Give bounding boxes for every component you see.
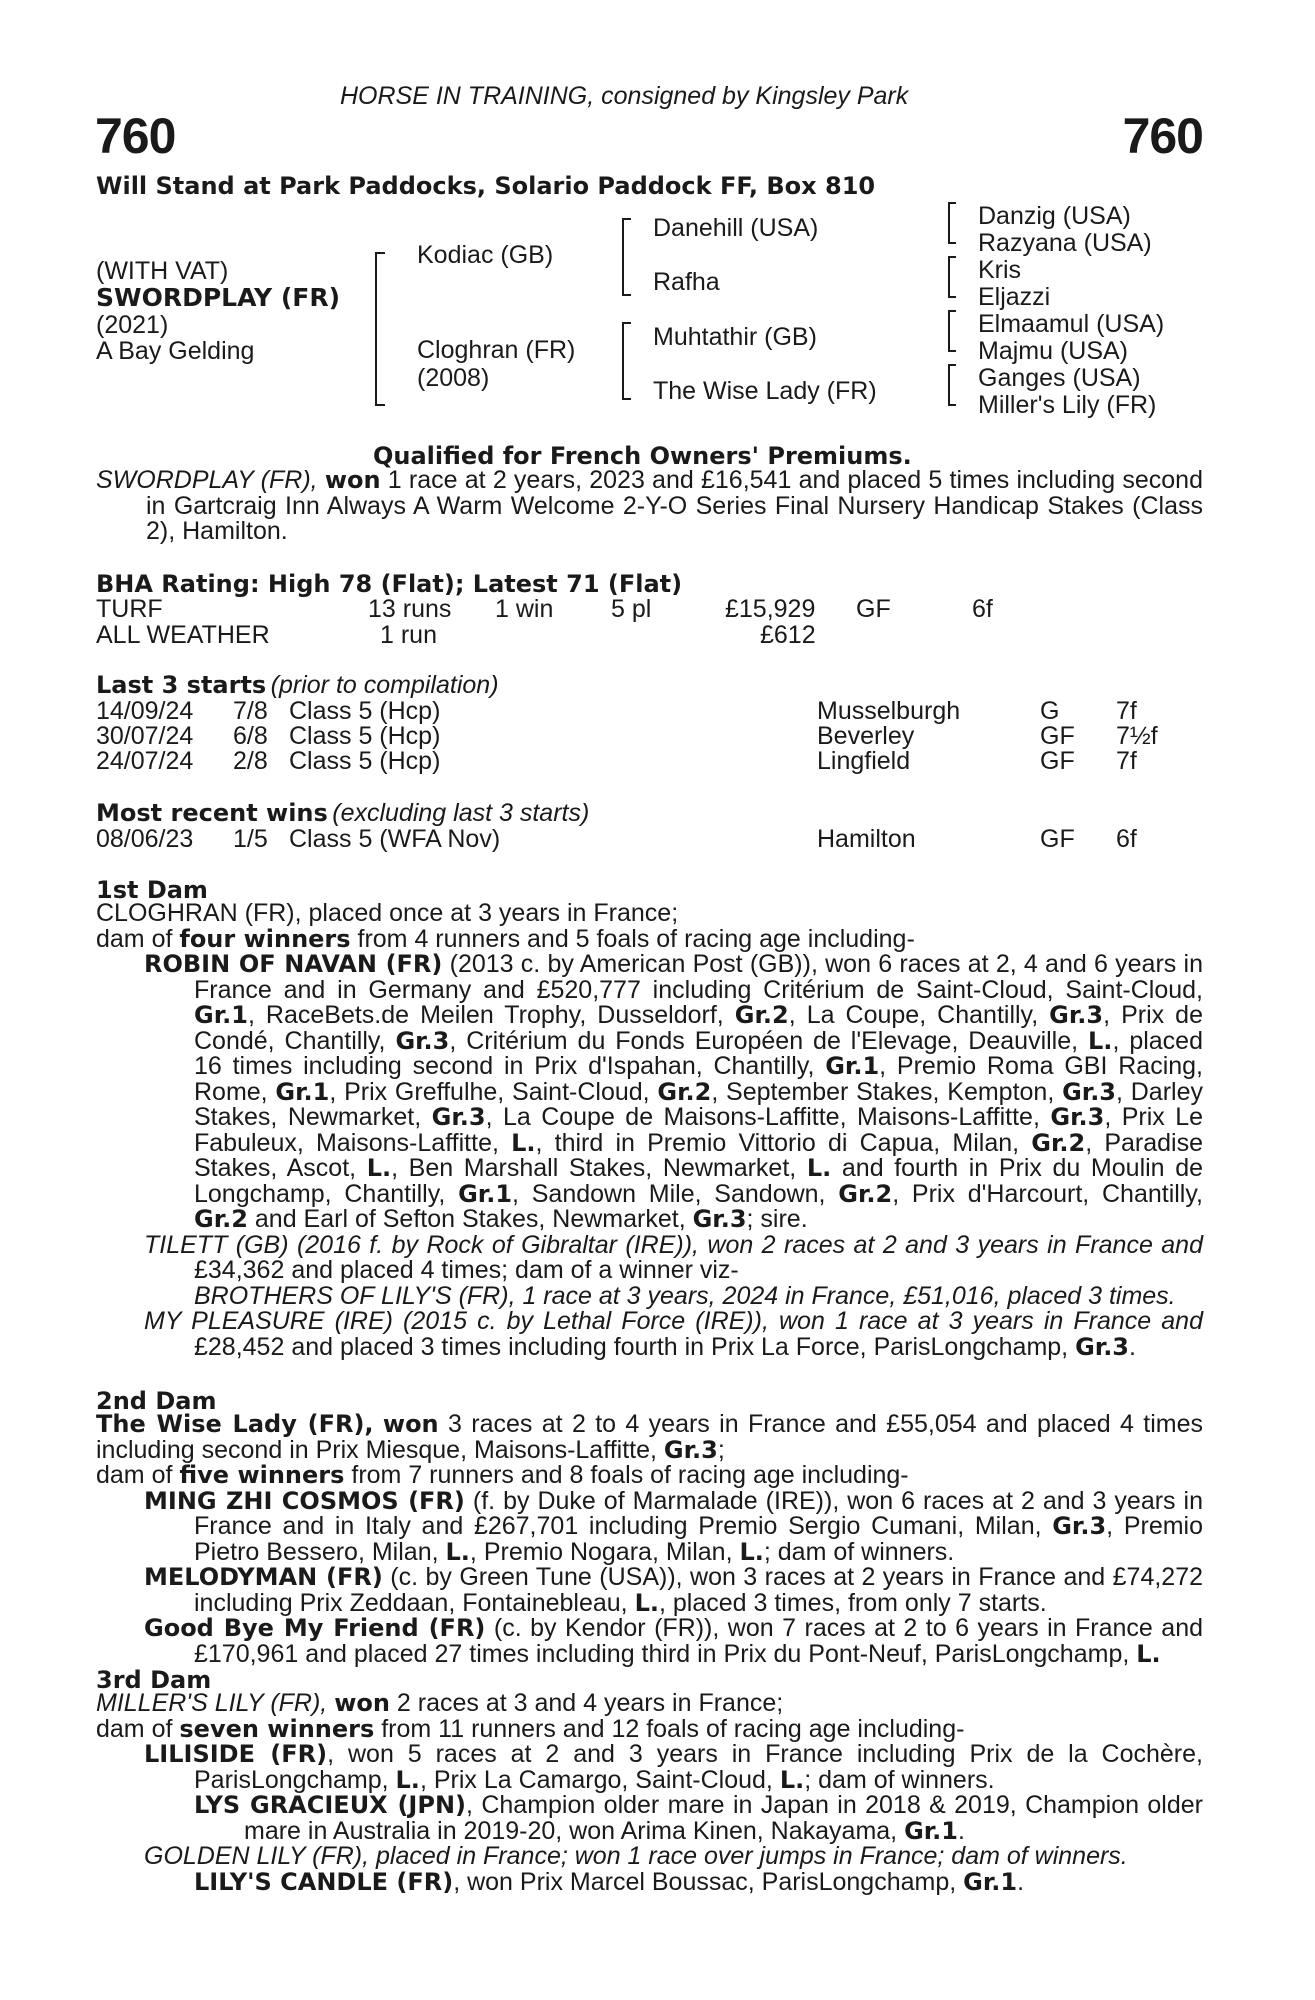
text: . [1017, 1867, 1025, 1896]
grade-badge: Gr.2 [194, 1205, 248, 1233]
start-course: Beverley [817, 722, 915, 750]
listed-badge: L. [806, 1154, 832, 1182]
text: , Paradise Stakes, Ascot, [194, 1128, 1204, 1182]
ancestor-6: Majmu (USA) [978, 337, 1129, 365]
grade-badge: Gr.3 [431, 1103, 486, 1131]
recent-wins-title: Most recent wins [96, 799, 328, 827]
dam-name: Cloghran (FR) [417, 336, 576, 364]
grade-badge: Gr.2 [838, 1179, 893, 1208]
first-dam-produce-line [96, 924, 1203, 953]
win-course: Hamilton [817, 825, 916, 853]
pedigree-brace [375, 252, 385, 406]
text: 3 races at 2 to 4 years in France and £55,054 and placed 4 times [438, 1410, 1203, 1438]
produce-entry-good-bye-my-friend [96, 1616, 1203, 1667]
text: BROTHERS OF LILY'S (FR), 1 race at 3 years, 2024 in France, £51,016, placed 3 times. [194, 1281, 1176, 1310]
text: , Darley Stakes, Newmarket, [194, 1077, 1203, 1131]
text: ; dam of winners. [763, 1537, 955, 1566]
summary-horse-name: SWORDPLAY (FR), [96, 466, 318, 494]
grade-badge: Gr.3 [395, 1026, 450, 1055]
start-course: Musselburgh [817, 697, 961, 725]
start-date: 14/09/24 [96, 697, 194, 725]
produce-entry-lilys-candle [96, 1867, 1203, 1896]
dam-sire: Muhtathir (GB) [653, 323, 817, 351]
produce-name: MELODYMAN (FR) [144, 1563, 383, 1591]
produce-name: LYS GRACIEUX (JPN) [194, 1791, 467, 1819]
text: , Sandown Mile, Sandown, [512, 1179, 839, 1208]
turf-placed: 5 pl [611, 595, 652, 623]
text: . [958, 1816, 965, 1845]
text: , La Coupe de Maisons-Laffitte, Maisons-Laffitte, [485, 1103, 1040, 1131]
text: from 7 runners and 8 foals of racing age including- [344, 1461, 909, 1489]
ancestor-5: Elmaamul (USA) [978, 310, 1165, 338]
start-distance: 7f [1116, 697, 1137, 725]
produce-entry-robin-of-navan: ROBIN OF NAVAN (FR) (2013 c. by American Post (GB)), won 6 races at 2, 4 and 6 years in France and in Germany and £520,777 including Critérium de Saint-Cloud, Saint-Cloud, Gr.1, RaceBets.de Meilen Trophy, Dusseldorf, Gr.2, La Coupe, Chantilly, Gr.3, Prix de Condé, Chantilly, Gr.3, Critérium du Fonds Européen de l'Elevage, Deauville, L., placed 16 times including second in Prix d'Ispahan, Chantilly, Gr.1, Premio Roma GBI Racing, Rome, Gr.1, Prix Greffulhe, Saint-Cloud, Gr.2, September Stakes, Kempton, Gr.3, Darley Stakes, Newmarket, Gr.3, La Coupe de Maisons-Laffitte, Maisons-Laffitte, Gr.3, Prix Le Fabuleux, Maisons-Laffitte, L., third in Premio Vittorio di Capua, Milan, Gr.2, Paradise Stakes, Ascot, L., Ben Marshall Stakes, Newmarket, L. and fourth in Prix du Moulin de Longchamp, Chantilly, Gr.1, Sandown Mile, Sandown, Gr.2, Prix d'Harcourt, Chantilly, Gr.2 and Earl of Sefton Stakes, Newmarket, Gr.3; sire. [144, 950, 1204, 1233]
text: , Ben Marshall Stakes, Newmarket, [391, 1154, 807, 1182]
grade-badge: Gr.1 [904, 1816, 958, 1845]
pedigree-brace [948, 202, 956, 244]
vat-note: (WITH VAT) [96, 257, 229, 285]
start-position: 6/8 [233, 722, 268, 750]
text: ; [717, 1435, 725, 1464]
last-starts-title: Last 3 starts [96, 671, 267, 699]
won-label: won [382, 1410, 439, 1438]
won-label: won [334, 1689, 390, 1717]
produce-name: ROBIN OF NAVAN (FR) [144, 950, 443, 978]
produce-entry-my-pleasure: MY PLEASURE (IRE) (2015 c. by Lethal Force (IRE)), won 1 race at 3 years in France and £28,452 and placed 3 times including fourth in Prix La Force, ParisLongchamp, Gr.3. [144, 1307, 1203, 1361]
text: , third in Premio Vittorio di Capua, Milan, [535, 1128, 1020, 1157]
text: d'Harcourt, Chantilly, [967, 1179, 1203, 1208]
produce-name: Good Bye My Friend (FR) [144, 1614, 486, 1642]
grade-badge: Gr.3 [692, 1205, 747, 1233]
text: £28,452 and placed 3 times including fourth in Prix La Force, ParisLongchamp, [194, 1332, 1076, 1361]
text: (c. by Kendor (FR)), won 7 races at 2 to 6 years in France and [485, 1614, 1204, 1642]
text: , Prix [892, 1179, 955, 1208]
winners-count: five winners [179, 1461, 345, 1489]
second-dam-produce-line [96, 1463, 1203, 1489]
text: £74,272 including Prix Zeddaan, Fontainebleau, [194, 1563, 1204, 1617]
lot-number-left: 760 [95, 108, 176, 164]
text: , won Prix Marcel Boussac, ParisLongchamp, [453, 1867, 964, 1896]
pedigree-brace [622, 218, 631, 296]
listed-badge: L. [1136, 1639, 1161, 1668]
text: Prix de Condé, Chantilly, [194, 1001, 1203, 1055]
text: from 4 runners and 5 foals of racing age including- [350, 924, 915, 953]
text: , Prix Greffulhe, Saint-Cloud, [329, 1077, 658, 1106]
pedigree-brace [948, 364, 956, 406]
text: years in France and in Germany and £520,777 including Critérium de Saint-Cloud, Saint- [194, 950, 1203, 1004]
text: in France and in Italy and £267,701 including Premio Sergio Cumani, Milan, [194, 1486, 1203, 1540]
produce-entry-melodyman [96, 1565, 1203, 1616]
text: , September Stakes, Kempton, [711, 1077, 1055, 1106]
ancestor-1: Danzig (USA) [978, 202, 1131, 230]
produce-entry-golden-lily [96, 1844, 1203, 1870]
third-dam-record [96, 1691, 1203, 1717]
text: £170,961 and placed 27 times including third in Prix du Pont-Neuf, ParisLongchamp, [194, 1639, 1137, 1668]
text: Prix du Moulin de Longchamp, Chantilly, [194, 1154, 1204, 1208]
grade-badge: Gr.1 [825, 1052, 880, 1080]
dam-dam: The Wise Lady (FR) [653, 377, 877, 405]
text: ; dam of winners. [804, 1765, 995, 1794]
horse-summary [96, 468, 1203, 545]
start-race: Class 5 (Hcp) [289, 722, 441, 750]
text: , Champion older mare in Japan in 2018 & 2019, Champion [466, 1791, 1140, 1819]
recent-wins-heading [96, 799, 589, 828]
grade-badge: Gr.2 [1031, 1128, 1086, 1157]
ancestor-8: Miller's Lily (FR) [978, 391, 1157, 419]
listed-badge: L. [779, 1765, 805, 1794]
produce-name: LILISIDE (FR) [144, 1740, 328, 1768]
win-going: GF [1040, 825, 1075, 853]
recent-wins-note: (excluding last 3 starts) [332, 799, 590, 827]
text: GOLDEN LILY (FR), placed in France; won 1 race over jumps in France; dam of winners. [144, 1842, 1128, 1870]
start-race: Class 5 (Hcp) [289, 747, 441, 775]
summary-text: Stakes (Class 2), Hamilton. [146, 491, 1203, 545]
summary-won: won [324, 466, 381, 494]
text: older mare in Australia in 2019-20, won Arima Kinen, Nakayama, [244, 1791, 1203, 1845]
horse-description: A Bay Gelding [96, 337, 255, 365]
sire-dam: Rafha [653, 268, 720, 296]
turf-prize: £15,929 [725, 595, 816, 623]
text: , La Coupe, Chantilly, [788, 1001, 1050, 1029]
win-position: 1/5 [233, 825, 268, 853]
turf-label: TURF [96, 595, 163, 623]
aw-label: ALL WEATHER [96, 621, 270, 649]
text: and Earl of Sefton Stakes, Newmarket, [247, 1205, 693, 1233]
grade-badge: Gr.3 [1062, 1077, 1117, 1106]
produce-name: MING ZHI COSMOS (FR) [144, 1486, 465, 1515]
grade-badge: Gr.3 [1049, 1001, 1104, 1029]
start-going: GF [1040, 722, 1075, 750]
turf-distance: 6f [972, 595, 993, 623]
ancestor-2: Razyana (USA) [978, 229, 1152, 257]
stabling-location: Will Stand at Park Paddocks, Solario Paddock FF, Box 810 [96, 172, 876, 200]
horse-year: (2021) [96, 311, 169, 339]
grade-badge: Gr.2 [734, 1001, 789, 1029]
text: , Critérium du Fonds Européen de l'Elevage, Deauville, [449, 1026, 1089, 1055]
text: ParisLongchamp, [194, 1765, 396, 1794]
sire-sire: Danehill (USA) [653, 214, 819, 242]
third-dam-produce-line [96, 1714, 1203, 1743]
ancestor-4: Eljazzi [978, 283, 1051, 311]
text: including second in Prix Miesque, Maisons-Laffitte, [96, 1435, 664, 1464]
grade-badge: Gr.1 [275, 1077, 330, 1106]
listed-badge: L. [445, 1537, 470, 1566]
horse-name: SWORDPLAY (FR) [96, 283, 341, 312]
win-date: 08/06/23 [96, 825, 194, 853]
text: , Premio Nogara, Milan, [469, 1537, 740, 1566]
listed-badge: L. [366, 1154, 392, 1182]
start-date: 30/07/24 [96, 722, 194, 750]
grade-badge: Gr.3 [1052, 1512, 1107, 1540]
text: MY PLEASURE (IRE) (2015 c. by Lethal Force (IRE)), won 1 race at 3 years in France and [144, 1307, 1203, 1335]
win-race: Class 5 (WFA Nov) [289, 825, 501, 853]
text: , Prix Le Fabuleux, Maisons-Laffitte, [194, 1103, 1203, 1157]
text: and fourth in [831, 1154, 989, 1182]
winners-count: seven winners [179, 1714, 375, 1743]
produce-entry-liliside [96, 1742, 1203, 1793]
turf-runs: 13 runs [368, 595, 452, 623]
text: placed 16 times including second in Prix d'Ispahan, Chantilly, [194, 1026, 1203, 1080]
first-dam-line: CLOGHRAN (FR), placed once at 3 years in France; [96, 899, 679, 927]
third-dam-heading: 3rd Dam [96, 1666, 212, 1694]
summary-text: 1 race at 2 years, 2023 and £16,541 and placed 5 times including [380, 466, 1116, 494]
ancestor-3: Kris [978, 256, 1022, 284]
produce-entry-ming-zhi-cosmos: MING ZHI COSMOS (FR) (f. by Duke of Marmalade (IRE)), won 6 races at 2 and 3 years in France and in Italy and £267,701 including Premio Sergio Cumani, Milan, Gr.3, Premio Pietro Bessero, Milan, L., Premio Nogara, Milan, L.; dam of winners. [144, 1486, 1203, 1566]
text: 2 races at 3 and 4 years in France; [389, 1689, 784, 1717]
listed-badge: L. [1088, 1026, 1113, 1055]
dam-name: MILLER'S LILY (FR), [96, 1689, 328, 1717]
text: , placed 3 times, from only 7 starts. [659, 1588, 1047, 1617]
dam-year: (2008) [417, 364, 490, 392]
grade-badge: Gr.3 [663, 1435, 718, 1464]
pedigree-brace [622, 322, 631, 400]
start-position: 7/8 [233, 697, 268, 725]
bha-rating-heading: BHA Rating: High 78 (Flat); Latest 71 (Flat) [96, 570, 683, 598]
aw-runs: 1 run [380, 621, 437, 649]
sire-name: Kodiac (GB) [417, 241, 554, 269]
text: dam of [96, 1461, 180, 1489]
pedigree-brace [948, 256, 956, 298]
lot-number-right: 760 [1122, 108, 1203, 164]
start-race: Class 5 (Hcp) [289, 697, 441, 725]
text: Premio Pietro Bessero, Milan, [194, 1512, 1203, 1566]
text: £34,362 and placed 4 times; dam of a winner viz- [194, 1256, 739, 1284]
ancestor-7: Ganges (USA) [978, 364, 1141, 392]
listed-badge: L. [634, 1588, 659, 1617]
grade-badge: Gr.3 [1075, 1332, 1130, 1361]
text: dam of [96, 924, 180, 953]
start-going: G [1040, 697, 1060, 725]
produce-name: LILY'S CANDLE (FR) [194, 1867, 454, 1896]
winners-count: four winners [179, 924, 351, 953]
dam-name: The Wise Lady (FR), [96, 1410, 374, 1438]
listed-badge: L. [511, 1128, 536, 1157]
premiums-note: Qualified for French Owners' Premiums. [373, 442, 912, 470]
text: Cloud, [1130, 975, 1203, 1004]
text: ; sire. [746, 1205, 808, 1233]
text: Racing, Rome, [194, 1052, 1203, 1106]
start-course: Lingfield [817, 747, 911, 775]
first-dam-section [96, 901, 1203, 1360]
text: , won 5 races at 2 and 3 years in France including Prix de la Cochère, [327, 1740, 1203, 1768]
grade-badge: Gr.2 [657, 1077, 712, 1106]
text: , Premio Roma GBI [879, 1052, 1108, 1080]
turf-wins: 1 win [495, 595, 554, 623]
catalogue-subtitle: HORSE IN TRAINING, consigned by Kingsley Park [340, 82, 909, 110]
produce-entry-tilett [96, 1230, 1203, 1284]
text: dam of [96, 1714, 180, 1743]
text: , RaceBets.de Meilen Trophy, Dusseldorf, [247, 1001, 735, 1029]
third-dam-section [96, 1691, 1203, 1895]
text: (c. by Green Tune (USA)), won 3 races at 2 years in France and [382, 1563, 1106, 1591]
first-dam-heading: 1st Dam [96, 876, 208, 904]
second-dam-record [96, 1412, 1203, 1463]
last-starts-note: (prior to compilation) [270, 671, 499, 699]
listed-badge: L. [395, 1765, 420, 1794]
text: , Prix La Camargo, Saint-Cloud, [419, 1765, 780, 1794]
text: from 11 runners and 12 foals of racing age including- [374, 1714, 965, 1743]
second-dam-heading: 2nd Dam [96, 1387, 217, 1415]
listed-badge: L. [739, 1537, 764, 1566]
second-dam-section [96, 1412, 1203, 1667]
pedigree-brace [948, 310, 956, 352]
summary-text: second in Gartcraig Inn Always A Warm Welcome 2-Y-O Series Final Nursery Handicap [146, 466, 1203, 520]
text: (2013 c. by American Post (GB)), won 6 races at 2, 4 and 6 [442, 950, 1108, 978]
text: (f. by Duke of Marmalade (IRE)), won 6 races at 2 and 3 years [464, 1486, 1176, 1515]
start-going: GF [1040, 747, 1075, 775]
produce-entry-lys-gracieux [96, 1793, 1203, 1844]
turf-going: GF [856, 595, 891, 623]
win-distance: 6f [1116, 825, 1137, 853]
last-starts-heading [96, 671, 499, 700]
grade-badge: Gr.3 [1050, 1103, 1105, 1131]
grade-badge: Gr.1 [194, 1001, 248, 1029]
grade-badge: Gr.1 [963, 1867, 1018, 1896]
start-position: 2/8 [233, 747, 268, 775]
start-distance: 7f [1116, 747, 1137, 775]
aw-prize: £612 [760, 621, 816, 649]
produce-entry-brothers-of-lilys [96, 1281, 1203, 1310]
text: TILETT (GB) (2016 f. by Rock of Gibraltar (IRE)), won 2 races at 2 and 3 years in France and [144, 1230, 1203, 1259]
start-distance: 7½f [1116, 722, 1158, 750]
start-date: 24/07/24 [96, 747, 194, 775]
grade-badge: Gr.1 [458, 1179, 513, 1208]
